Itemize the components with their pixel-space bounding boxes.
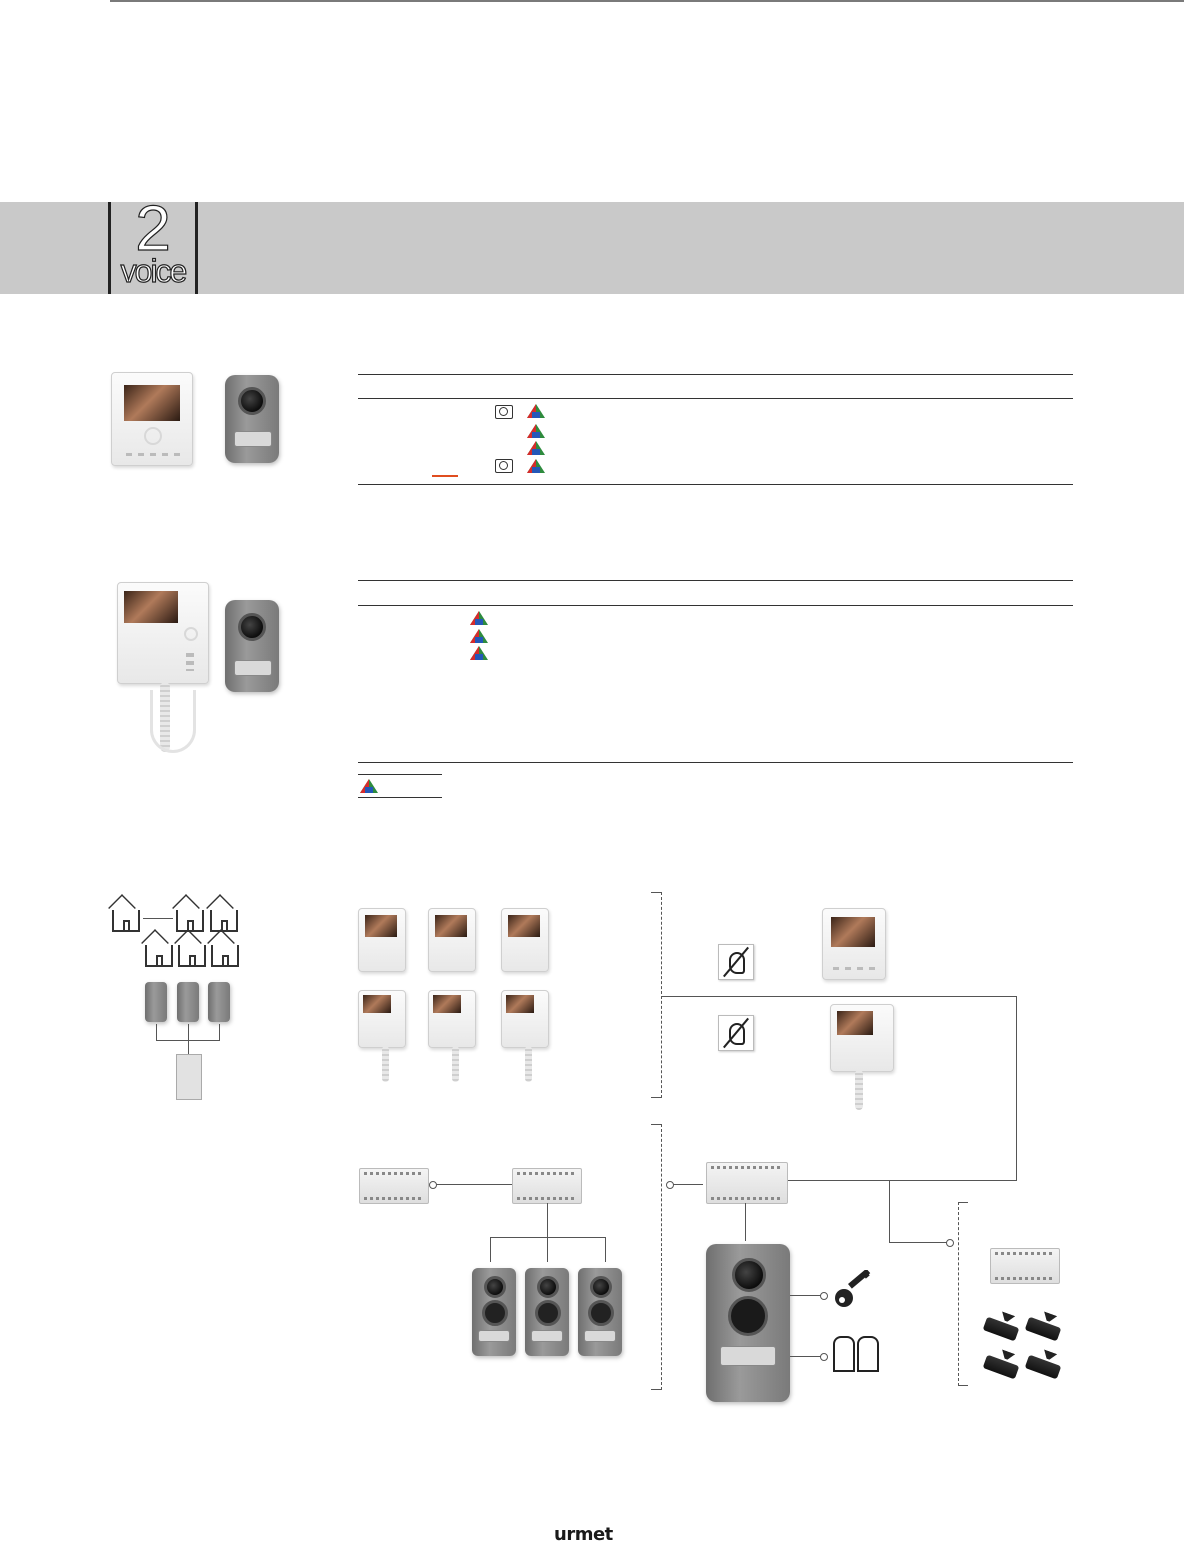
monitor-screen bbox=[124, 385, 180, 421]
house-icon bbox=[145, 945, 173, 967]
handset-monitor-thumb bbox=[501, 990, 549, 1048]
group-bracket bbox=[661, 892, 662, 1098]
triangle-rgb-icon bbox=[527, 404, 545, 418]
bus-line bbox=[661, 996, 1017, 997]
panel-nameplate bbox=[234, 431, 272, 447]
triangle-rgb-icon bbox=[360, 779, 378, 793]
triangle-rgb-icon bbox=[470, 611, 488, 625]
triangle-rgb-icon bbox=[527, 459, 545, 473]
monitor-button-ring bbox=[144, 427, 162, 445]
house-icon bbox=[210, 910, 238, 932]
bracket-tick bbox=[958, 1202, 968, 1203]
triangle-rgb-icon bbox=[470, 646, 488, 660]
product-monitor-handset bbox=[117, 582, 209, 684]
mini-door-panel bbox=[208, 982, 230, 1022]
handset-loop bbox=[150, 690, 196, 753]
monitor-handsfree-thumb bbox=[822, 908, 886, 980]
bus-line bbox=[889, 1242, 947, 1243]
no-hearing-icon bbox=[718, 944, 754, 980]
monitor-thumb bbox=[501, 908, 549, 972]
power-supply-icon bbox=[512, 1168, 582, 1204]
camera-memory-icon bbox=[495, 405, 513, 419]
bus-line bbox=[436, 1184, 512, 1185]
panel-camera bbox=[732, 1258, 766, 1292]
monitor-button bbox=[184, 627, 198, 641]
key-icon bbox=[832, 1270, 876, 1310]
bus-line bbox=[547, 1237, 548, 1262]
bracket-tick bbox=[651, 1097, 661, 1098]
panel-camera bbox=[238, 613, 266, 641]
bus-line bbox=[547, 1203, 548, 1237]
panel-speaker bbox=[728, 1296, 768, 1336]
product-monitor-handsfree bbox=[111, 372, 193, 466]
power-supply-icon bbox=[706, 1162, 788, 1204]
legend-top-rule bbox=[358, 774, 442, 775]
connection-node bbox=[820, 1353, 828, 1361]
connector-line bbox=[219, 1024, 220, 1040]
cctv-camera-icon bbox=[1025, 1317, 1062, 1342]
power-supply-icon bbox=[990, 1248, 1060, 1284]
cctv-camera-icon bbox=[983, 1355, 1020, 1380]
bus-line bbox=[490, 1237, 491, 1262]
triangle-rgb-icon bbox=[527, 441, 545, 455]
monitor-thumb bbox=[428, 908, 476, 972]
monitor-buttons bbox=[126, 453, 180, 456]
house-icon bbox=[178, 945, 206, 967]
triangle-rgb-icon bbox=[527, 424, 545, 438]
mini-door-panel bbox=[177, 982, 199, 1022]
mini-switch-unit bbox=[176, 1054, 202, 1100]
connector-line bbox=[143, 918, 173, 919]
panel-nameplate bbox=[234, 660, 272, 676]
table2-top-rule bbox=[358, 580, 1073, 581]
cctv-camera-icon bbox=[983, 1317, 1020, 1342]
top-rule bbox=[110, 0, 1184, 2]
bracket-tick bbox=[651, 1124, 661, 1125]
house-icon bbox=[176, 910, 204, 932]
gate-icon bbox=[830, 1336, 882, 1372]
monitor-handset-thumb bbox=[830, 1004, 894, 1072]
no-hearing-icon bbox=[718, 1015, 754, 1051]
monitor-buttons bbox=[186, 653, 194, 671]
house-icon bbox=[211, 945, 239, 967]
door-panel-thumb bbox=[525, 1268, 569, 1356]
bus-line bbox=[605, 1237, 606, 1262]
panel-nameplate bbox=[720, 1346, 776, 1366]
handset-cord bbox=[855, 1070, 863, 1110]
monitor-screen bbox=[124, 591, 178, 623]
door-panel-thumb bbox=[578, 1268, 622, 1356]
table2-bottom-rule bbox=[358, 762, 1073, 763]
table1-top-rule bbox=[358, 374, 1073, 375]
connector-line bbox=[156, 1024, 157, 1040]
bus-line bbox=[1016, 996, 1017, 1180]
bracket-tick bbox=[958, 1385, 968, 1386]
bracket-tick bbox=[651, 1389, 661, 1390]
bus-line bbox=[889, 1180, 890, 1242]
table2-header-rule bbox=[358, 605, 1073, 606]
table1-bottom-rule bbox=[358, 484, 1073, 485]
monitor-thumb bbox=[358, 908, 406, 972]
handset-monitor-thumb bbox=[358, 990, 406, 1048]
connection-node bbox=[946, 1239, 954, 1247]
bus-line bbox=[745, 1203, 746, 1241]
handset-cord bbox=[525, 1046, 532, 1082]
triangle-rgb-icon bbox=[470, 629, 488, 643]
cctv-camera-icon bbox=[1025, 1355, 1062, 1380]
power-supply-icon bbox=[359, 1168, 429, 1204]
bus-line bbox=[790, 1295, 822, 1296]
bus-line bbox=[790, 1356, 822, 1357]
bus-line bbox=[786, 1180, 1017, 1181]
bus-line bbox=[673, 1184, 703, 1185]
main-door-panel bbox=[706, 1244, 790, 1402]
connection-node bbox=[820, 1292, 828, 1300]
table1-header-rule bbox=[358, 398, 1073, 399]
bracket-tick bbox=[651, 892, 661, 893]
legend-bottom-rule bbox=[358, 797, 442, 798]
red-underline bbox=[432, 475, 458, 477]
panel-camera bbox=[238, 387, 266, 415]
footer-brand-logo: urmet bbox=[554, 1524, 613, 1545]
bus-line bbox=[490, 1237, 606, 1238]
door-panel-thumb bbox=[472, 1268, 516, 1356]
handset-monitor-thumb bbox=[428, 990, 476, 1048]
connector-line bbox=[188, 1024, 189, 1054]
group-bracket bbox=[661, 1124, 662, 1390]
camera-memory-icon bbox=[495, 459, 513, 473]
product-door-panel bbox=[225, 600, 279, 692]
handset-cord bbox=[452, 1046, 459, 1082]
mini-door-panel bbox=[145, 982, 167, 1022]
connection-node bbox=[429, 1181, 437, 1189]
handset-cord bbox=[382, 1046, 389, 1082]
logo-word: voice bbox=[120, 253, 186, 289]
logo-number: 2 bbox=[135, 192, 171, 264]
2voice-logo bbox=[108, 192, 198, 294]
house-icon bbox=[112, 910, 140, 932]
connection-node bbox=[666, 1181, 674, 1189]
group-bracket bbox=[958, 1202, 959, 1386]
product-door-panel bbox=[225, 375, 279, 463]
